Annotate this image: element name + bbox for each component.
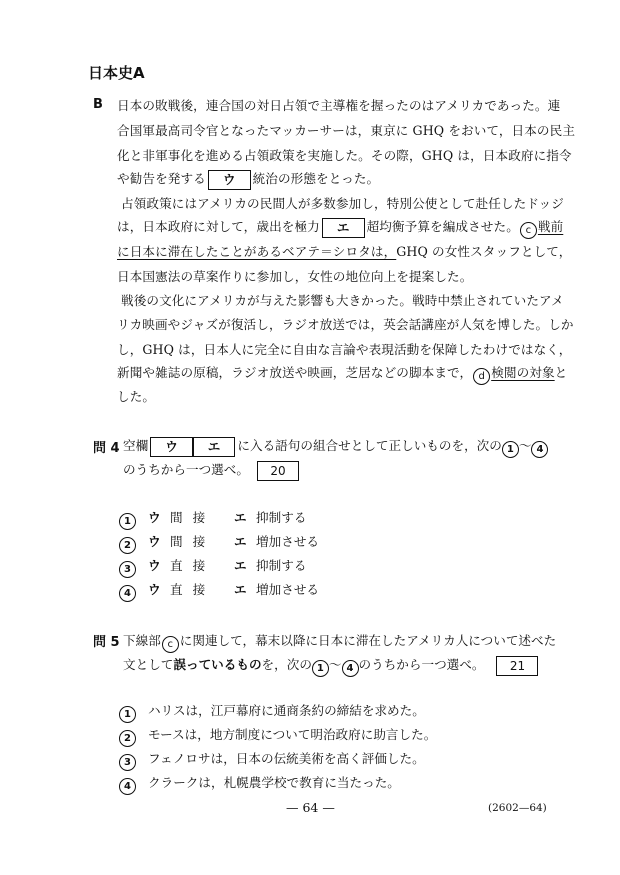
question-text: のうちから一つ選べ。 [123,462,249,477]
option-number-icon: 2 [119,537,136,554]
option-text: ハリスは，江戸幕府に通商条約の締結を求めた。 [148,703,425,718]
option-row[interactable] [119,579,319,602]
option-row[interactable] [119,531,319,554]
option-key: ウ [148,510,161,525]
passage-line [117,241,571,260]
passage-line: 占領政策にはアメリカの民間人が多数参加し，特別公使として赴任したドッジ [121,196,564,211]
passage-line: し，GHQ は，日本人に完全に自由な言論や表現活動を保障したわけではなく， [117,342,572,357]
passage-text: 新聞や雑誌の原稿，ラジオ放送や映画，芝居などの脚本まで， [117,365,473,380]
passage-line: 日本国憲法の草案作りに参加し，女性の地位向上を提案した。 [117,269,473,284]
option-number-icon: 2 [119,730,136,747]
option-value: 間接 [170,534,216,549]
answer-number-box: 20 [257,461,299,481]
question-label: 問 4 [93,441,120,456]
option-value: 間接 [170,510,216,525]
page-code: (2602—64) [488,802,547,814]
question-line [123,459,299,481]
option-text: モースは，地方制度について明治政府に助言した。 [148,727,437,742]
passage-text: は，日本政府に対して，歳出を極力 [117,219,320,234]
passage-text: GHQ の女性スタッフとして， [396,244,572,259]
choice-number-icon: 4 [531,441,548,458]
passage-text: と [554,365,568,380]
option-number-icon: 4 [119,585,136,602]
underline-marker-c: c [162,636,179,653]
option-key: エ [234,582,247,597]
subject-title: 日本史A [88,64,145,82]
option-number-icon: 1 [119,513,136,530]
page-number: — 64 — [286,800,335,815]
underline-marker-d: d [473,368,490,385]
option-key: エ [234,510,247,525]
option-key: ウ [148,558,161,573]
option-key: エ [234,558,247,573]
blank-u-box: ウ [208,170,251,190]
question-text: を，次の [261,657,312,672]
passage-text: 超均衡予算を編成させた。 [366,219,519,234]
passage-line [117,168,379,190]
tilde: ～ [518,438,532,453]
question-text: 空欄 [123,438,149,453]
question-text: 下線部 [123,633,161,648]
option-key: ウ [148,534,161,549]
option-row[interactable] [119,724,436,747]
question-line [123,654,538,677]
question-emphasis: 誤っているもの [173,657,262,672]
passage-line: 日本の敗戦後，連合国の対日占領で主導権を握ったのはアメリカであった。連 [117,98,561,113]
option-number-icon: 3 [119,754,136,771]
option-number-icon: 3 [119,561,136,578]
question-line [123,630,556,653]
option-value: 直接 [170,558,216,573]
passage-line: した。 [117,389,156,404]
option-key: ウ [148,582,161,597]
option-row[interactable] [119,700,425,723]
option-row[interactable] [119,507,306,530]
option-row[interactable] [119,555,306,578]
choice-number-icon: 1 [502,441,519,458]
option-value: 抑制する [256,510,307,525]
option-value: 直接 [170,582,216,597]
passage-line: リカ映画やジャズが復活し，ラジオ放送では，英会話講座が人気を博した。しか [117,317,574,332]
passage-line: 化と非軍事化を進める占領政策を実施した。その際，GHQ は，日本政府に指令 [117,148,572,163]
underline-marker-c: c [520,222,537,239]
answer-number-box: 21 [496,656,538,676]
option-row[interactable] [119,772,400,795]
passage-line: 戦後の文化にアメリカが与えた影響も大きかった。戦時中禁止されていたアメ [121,293,564,308]
question-line [123,435,548,458]
tilde: ～ [328,657,342,672]
question-text: のうちから一つ選べ。 [358,657,485,672]
option-key: エ [234,534,247,549]
question-label: 問 5 [93,635,120,650]
option-text: フェノロサは，日本の伝統美術を高く評価した。 [148,751,425,766]
option-number-icon: 4 [119,778,136,795]
option-row[interactable] [119,748,425,771]
passage-line [117,216,563,239]
passage-text: 統治の形態をとった。 [252,171,380,186]
passage-text: や勧告を発する [117,171,206,186]
underlined-text-d: 検閲の対象 [491,365,555,380]
passage-line: 合国軍最高司令官となったマッカーサーは，東京に GHQ をおいて，日本の民主 [117,123,576,138]
underlined-text-c: に日本に滞在したことがあるベアテ＝シロタは， [117,244,397,259]
option-value: 増加させる [256,534,319,549]
option-number-icon: 1 [119,706,136,723]
choice-number-icon: 4 [342,660,359,677]
blank-e-box: エ [322,218,365,238]
question-text: 文として [123,657,174,672]
question-text: に入る語句の組合せとして正しいものを，次の [237,438,502,453]
choice-number-icon: 1 [312,660,329,677]
question-text: に関連して，幕末以降に日本に滞在したアメリカ人について述べた [179,633,557,648]
section-label: B [93,97,103,112]
passage-line [117,362,567,385]
option-text: クラークは，札幌農学校で教育に当たった。 [148,775,400,790]
option-value: 増加させる [256,582,319,597]
option-value: 抑制する [256,558,307,573]
underlined-text-c: 戦前 [537,219,564,234]
blank-e-box: エ [193,437,236,457]
blank-u-box: ウ [150,437,193,457]
